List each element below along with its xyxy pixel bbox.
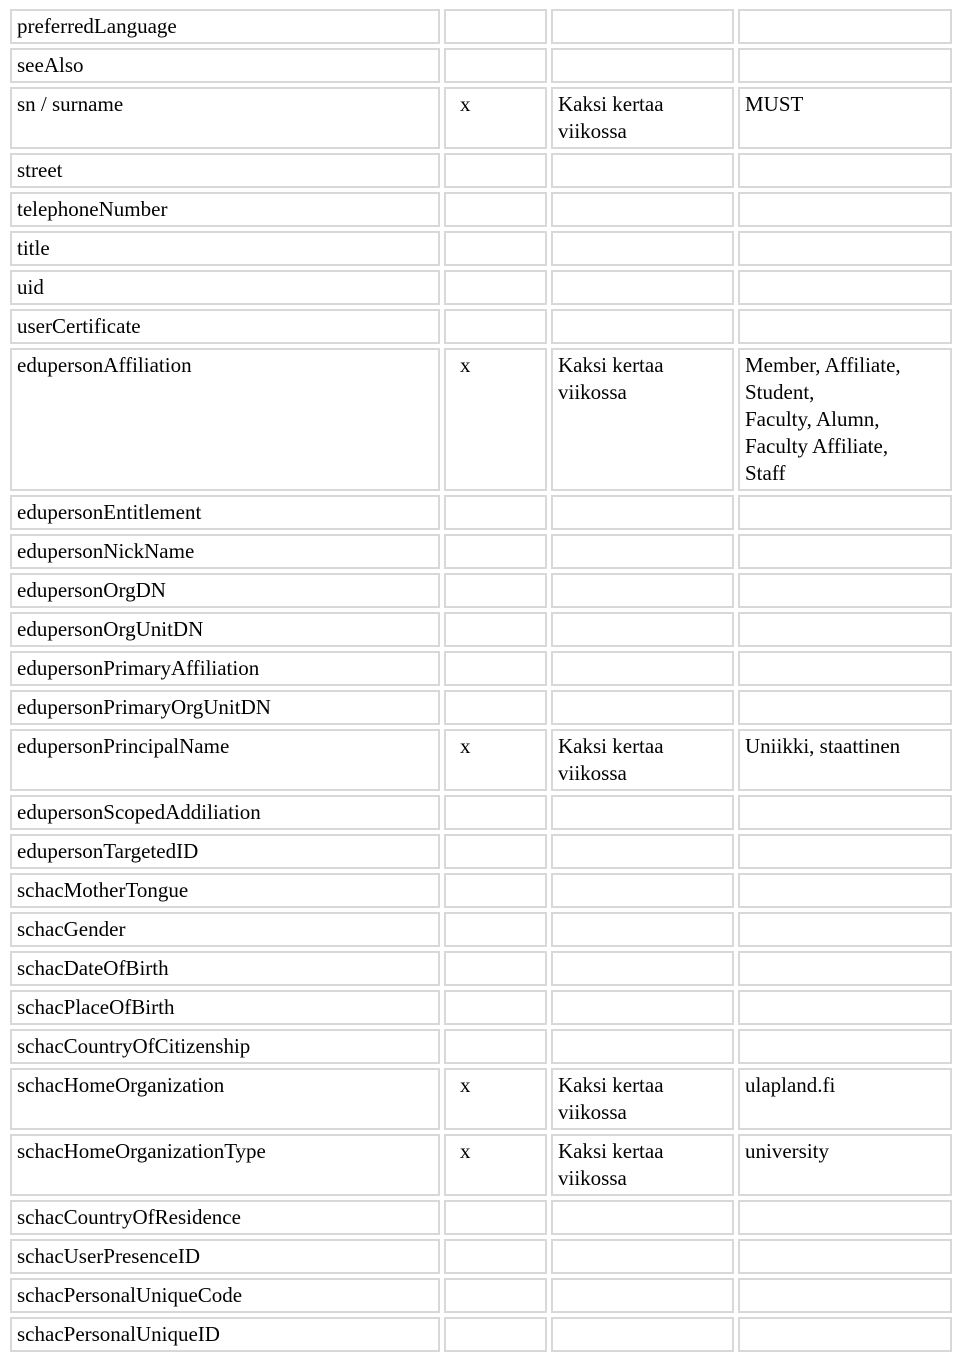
- notes-cell: [738, 153, 952, 188]
- notes-cell: [738, 348, 952, 491]
- update-frequency-cell: [551, 834, 734, 869]
- attribute-name-cell: [10, 270, 440, 305]
- table-row: [10, 1200, 952, 1235]
- attribute-name-text: schacCountryOfCitizenship: [17, 1034, 251, 1058]
- attribute-name-cell: [10, 1029, 440, 1064]
- update-frequency-cell: [551, 990, 734, 1025]
- notes-cell: [738, 231, 952, 266]
- update-frequency-cell: [551, 1068, 734, 1130]
- multi-flag-cell: [444, 1278, 547, 1313]
- multi-flag-text: x: [460, 92, 471, 116]
- attribute-name-text: schacGender: [17, 917, 126, 941]
- attribute-name-cell: [10, 612, 440, 647]
- attribute-name-cell: [10, 1068, 440, 1130]
- table-row: [10, 873, 952, 908]
- notes-cell: [738, 9, 952, 44]
- multi-flag-cell: [444, 1317, 547, 1352]
- notes-cell: [738, 1029, 952, 1064]
- table-row: [10, 1068, 952, 1130]
- table-row: [10, 495, 952, 530]
- attribute-name-cell: [10, 834, 440, 869]
- attribute-name-cell: [10, 48, 440, 83]
- attribute-name-text: title: [17, 236, 50, 260]
- attribute-name-text: schacPersonalUniqueID: [17, 1322, 220, 1346]
- table-row: [10, 690, 952, 725]
- update-frequency-cell: [551, 795, 734, 830]
- multi-flag-cell: [444, 309, 547, 344]
- multi-flag-cell: [444, 1134, 547, 1196]
- notes-text: Member, Affiliate, Student, Faculty, Alumn, Faculty Affiliate, Staff: [745, 353, 901, 485]
- notes-cell: [738, 729, 952, 791]
- attribute-name-text: sn / surname: [17, 92, 124, 116]
- multi-flag-text: x: [460, 353, 471, 377]
- table-row: [10, 651, 952, 686]
- attribute-name-text: schacPlaceOfBirth: [17, 995, 175, 1019]
- notes-cell: [738, 990, 952, 1025]
- multi-flag-cell: [444, 990, 547, 1025]
- notes-cell: [738, 1068, 952, 1130]
- attribute-name-text: edupersonTargetedID: [17, 839, 199, 863]
- table-row: [10, 834, 952, 869]
- update-frequency-cell: [551, 153, 734, 188]
- attribute-name-text: edupersonPrincipalName: [17, 734, 230, 758]
- multi-flag-cell: [444, 873, 547, 908]
- update-frequency-cell: [551, 1200, 734, 1235]
- update-frequency-cell: [551, 1134, 734, 1196]
- attribute-name-text: userCertificate: [17, 314, 141, 338]
- multi-flag-cell: [444, 348, 547, 491]
- table-row: [10, 153, 952, 188]
- table-row: [10, 309, 952, 344]
- table-row: [10, 9, 952, 44]
- update-frequency-cell: [551, 1278, 734, 1313]
- update-frequency-cell: [551, 309, 734, 344]
- attribute-name-text: schacUserPresenceID: [17, 1244, 201, 1268]
- multi-flag-cell: [444, 951, 547, 986]
- multi-flag-text: x: [460, 1073, 471, 1097]
- update-frequency-cell: [551, 231, 734, 266]
- notes-text: university: [745, 1139, 829, 1163]
- notes-cell: [738, 1239, 952, 1274]
- multi-flag-cell: [444, 573, 547, 608]
- attribute-name-cell: [10, 1317, 440, 1352]
- multi-flag-text: x: [460, 734, 471, 758]
- notes-cell: [738, 534, 952, 569]
- notes-cell: [738, 48, 952, 83]
- attribute-name-cell: [10, 534, 440, 569]
- attribute-name-cell: [10, 192, 440, 227]
- table-row: [10, 990, 952, 1025]
- attribute-name-text: street: [17, 158, 63, 182]
- table-row: [10, 534, 952, 569]
- update-frequency-cell: [551, 495, 734, 530]
- attribute-name-cell: [10, 495, 440, 530]
- attribute-name-text: schacPersonalUniqueCode: [17, 1283, 243, 1307]
- attribute-name-cell: [10, 309, 440, 344]
- attribute-name-text: telephoneNumber: [17, 197, 168, 221]
- multi-flag-cell: [444, 231, 547, 266]
- multi-flag-cell: [444, 1068, 547, 1130]
- table-row: [10, 87, 952, 149]
- update-frequency-cell: [551, 1029, 734, 1064]
- update-frequency-cell: [551, 873, 734, 908]
- table-row: [10, 231, 952, 266]
- update-frequency-cell: [551, 690, 734, 725]
- table-row: [10, 951, 952, 986]
- notes-cell: [738, 1200, 952, 1235]
- multi-flag-cell: [444, 270, 547, 305]
- table-row: [10, 270, 952, 305]
- update-frequency-text: Kaksi kertaa viikossa: [558, 1073, 664, 1124]
- multi-flag-text: x: [460, 1139, 471, 1163]
- notes-cell: [738, 309, 952, 344]
- notes-cell: [738, 495, 952, 530]
- multi-flag-cell: [444, 48, 547, 83]
- attribute-table: [6, 5, 956, 1356]
- update-frequency-text: Kaksi kertaa viikossa: [558, 92, 664, 143]
- multi-flag-cell: [444, 690, 547, 725]
- multi-flag-cell: [444, 1200, 547, 1235]
- multi-flag-cell: [444, 192, 547, 227]
- attribute-name-cell: [10, 1200, 440, 1235]
- update-frequency-cell: [551, 912, 734, 947]
- multi-flag-cell: [444, 153, 547, 188]
- notes-cell: [738, 834, 952, 869]
- notes-cell: [738, 873, 952, 908]
- notes-cell: [738, 612, 952, 647]
- attribute-name-cell: [10, 873, 440, 908]
- attribute-name-text: schacHomeOrganization: [17, 1073, 225, 1097]
- attribute-name-cell: [10, 1278, 440, 1313]
- attribute-table-body: [10, 9, 952, 1352]
- table-row: [10, 1317, 952, 1352]
- attribute-name-text: edupersonEntitlement: [17, 500, 202, 524]
- multi-flag-cell: [444, 912, 547, 947]
- attribute-name-cell: [10, 153, 440, 188]
- notes-cell: [738, 1317, 952, 1352]
- attribute-name-text: schacCountryOfResidence: [17, 1205, 241, 1229]
- notes-cell: [738, 951, 952, 986]
- table-row: [10, 573, 952, 608]
- table-row: [10, 1278, 952, 1313]
- notes-cell: [738, 912, 952, 947]
- table-row: [10, 48, 952, 83]
- attribute-name-cell: [10, 729, 440, 791]
- table-row: [10, 348, 952, 491]
- notes-cell: [738, 651, 952, 686]
- notes-text: ulapland.fi: [745, 1073, 836, 1097]
- table-row: [10, 1134, 952, 1196]
- update-frequency-cell: [551, 951, 734, 986]
- update-frequency-cell: [551, 9, 734, 44]
- attribute-name-cell: [10, 1239, 440, 1274]
- notes-cell: [738, 1278, 952, 1313]
- update-frequency-cell: [551, 534, 734, 569]
- multi-flag-cell: [444, 612, 547, 647]
- update-frequency-text: Kaksi kertaa viikossa: [558, 1139, 664, 1190]
- update-frequency-cell: [551, 612, 734, 647]
- update-frequency-cell: [551, 348, 734, 491]
- attribute-name-text: edupersonScopedAddiliation: [17, 800, 261, 824]
- update-frequency-cell: [551, 573, 734, 608]
- table-row: [10, 795, 952, 830]
- attribute-name-text: edupersonPrimaryAffiliation: [17, 656, 260, 680]
- multi-flag-cell: [444, 1239, 547, 1274]
- update-frequency-cell: [551, 270, 734, 305]
- table-row: [10, 729, 952, 791]
- update-frequency-cell: [551, 87, 734, 149]
- notes-cell: [738, 573, 952, 608]
- attribute-name-cell: [10, 573, 440, 608]
- multi-flag-cell: [444, 651, 547, 686]
- update-frequency-text: Kaksi kertaa viikossa: [558, 353, 664, 404]
- attribute-name-text: edupersonOrgDN: [17, 578, 166, 602]
- table-row: [10, 1029, 952, 1064]
- multi-flag-cell: [444, 729, 547, 791]
- table-row: [10, 192, 952, 227]
- multi-flag-cell: [444, 87, 547, 149]
- attribute-name-text: edupersonOrgUnitDN: [17, 617, 204, 641]
- attribute-name-text: seeAlso: [17, 53, 84, 77]
- attribute-name-cell: [10, 951, 440, 986]
- attribute-name-text: uid: [17, 275, 44, 299]
- table-row: [10, 912, 952, 947]
- update-frequency-cell: [551, 651, 734, 686]
- notes-cell: [738, 1134, 952, 1196]
- notes-text: Uniikki, staattinen: [745, 734, 901, 758]
- notes-text: MUST: [745, 92, 804, 116]
- attribute-name-text: schacMotherTongue: [17, 878, 189, 902]
- update-frequency-cell: [551, 1239, 734, 1274]
- attribute-name-text: edupersonPrimaryOrgUnitDN: [17, 695, 271, 719]
- attribute-name-text: preferredLanguage: [17, 14, 177, 38]
- multi-flag-cell: [444, 1029, 547, 1064]
- attribute-name-cell: [10, 231, 440, 266]
- attribute-name-cell: [10, 651, 440, 686]
- multi-flag-cell: [444, 795, 547, 830]
- attribute-name-cell: [10, 9, 440, 44]
- attribute-name-cell: [10, 1134, 440, 1196]
- notes-cell: [738, 87, 952, 149]
- update-frequency-cell: [551, 1317, 734, 1352]
- attribute-name-text: edupersonNickName: [17, 539, 195, 563]
- update-frequency-text: Kaksi kertaa viikossa: [558, 734, 664, 785]
- notes-cell: [738, 795, 952, 830]
- attribute-name-cell: [10, 990, 440, 1025]
- attribute-name-cell: [10, 87, 440, 149]
- multi-flag-cell: [444, 495, 547, 530]
- notes-cell: [738, 270, 952, 305]
- update-frequency-cell: [551, 729, 734, 791]
- attribute-name-cell: [10, 348, 440, 491]
- attribute-name-text: schacHomeOrganizationType: [17, 1139, 266, 1163]
- update-frequency-cell: [551, 48, 734, 83]
- multi-flag-cell: [444, 9, 547, 44]
- notes-cell: [738, 192, 952, 227]
- attribute-name-text: schacDateOfBirth: [17, 956, 169, 980]
- attribute-name-text: edupersonAffiliation: [17, 353, 192, 377]
- multi-flag-cell: [444, 534, 547, 569]
- notes-cell: [738, 690, 952, 725]
- table-row: [10, 1239, 952, 1274]
- multi-flag-cell: [444, 834, 547, 869]
- update-frequency-cell: [551, 192, 734, 227]
- attribute-name-cell: [10, 795, 440, 830]
- table-row: [10, 612, 952, 647]
- attribute-name-cell: [10, 690, 440, 725]
- attribute-name-cell: [10, 912, 440, 947]
